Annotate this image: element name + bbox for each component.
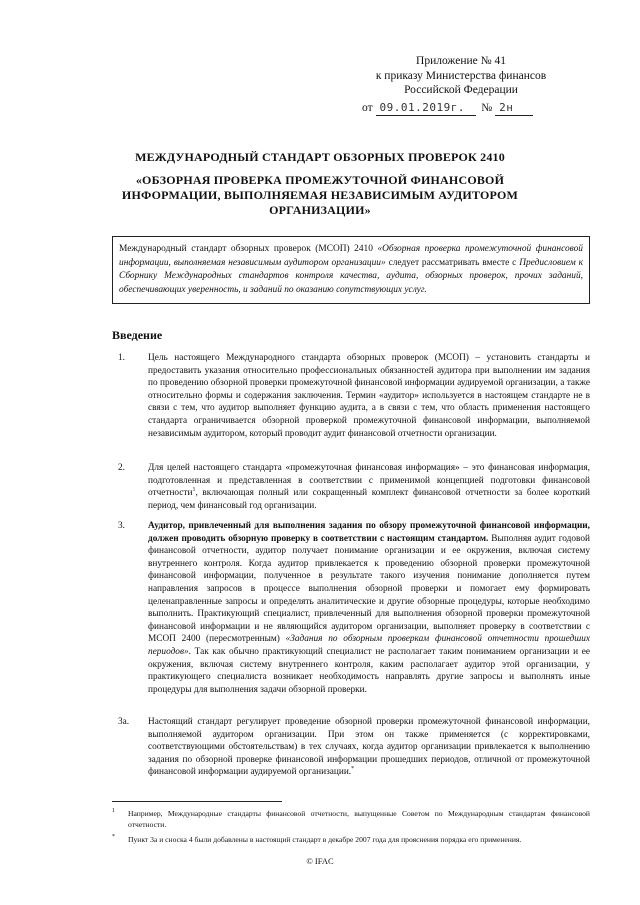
document-title (110, 150, 530, 218)
handwritten-number: 2н (495, 101, 533, 117)
handwritten-date: 09.01.2019г. (376, 101, 476, 117)
footnote-text: Например, Международные стандарты финансовой отчетности, выпущенные Советом по Международным стандартам финансовой отчетности. (128, 809, 590, 829)
from-label: от (362, 101, 373, 114)
box-text-1: Международный стандарт обзорных проверок (МСОП) 2410 (119, 244, 378, 254)
paragraph-text-part: Выполняя аудит годовой финансовой отчетности, аудитор получает понимание организации и ее окружения, включая систему внутреннего контроля. Когда аудитор привлекается к проведению обзорной проверки промежуточной финансовой информации, полученное в результате такого изучения понимание дополняется путем направления запросов в процессе выполнения обзорной проверки и помогает ему формировать целенаправленные запросы и определять аналитические и другие обзорные процедуры, которые необходимо выполнить. Практикующий специалист, привлеченный для выполнения обзорной проверки промежуточной финансовой информации и не являющийся аудитором организации, выполняет проверку в соответствии с МСОП 2400 (пересмотренным) (148, 533, 590, 645)
title-line-name: «ОБЗОРНАЯ ПРОВЕРКА ПРОМЕЖУТОЧНОЙ ФИНАНСОВОЙ ИНФОРМАЦИИ, ВЫПОЛНЯЕМАЯ НЕЗАВИСИМЫМ АУДИТОРОМ ОРГАНИЗАЦИИ» (121, 173, 519, 217)
paragraph-text (148, 520, 590, 696)
footnote-2 (112, 834, 590, 845)
footnote-mark: 1 (112, 808, 115, 814)
paragraph-text-part: . Так как обычно практикующий специалист не располагает таким пониманием организации и ее окружения, включая систему внутреннего контроля, каким располагает аудитор этой организации, у практикующего специалиста возникает необходимость направлять другие запросы и выполнять иные процедуры для выполнения задачи обзорной проверки. (148, 646, 590, 695)
title-line-standard: МЕЖДУНАРОДНЫЙ СТАНДАРТ ОБЗОРНЫХ ПРОВЕРОК 2410 (135, 150, 505, 164)
footnote-divider (112, 801, 282, 802)
paragraph-number: 3. (118, 521, 125, 531)
annex-federation: Российской Федерации (404, 84, 518, 96)
paragraph-text: Цель настоящего Международного стандарта обзорных проверок (МСОП) – установить стандарты и предоставить указания относительно профессиональных обязанностей аудитора при выполнении им задания по проведению обзорной проверки промежуточной финансовой информации аудируемой организации, а также относительно формы и содержания заключения. Термин «аудитор» используется в настоящем стандарте не в связи с тем, что аудитор выполняет функцию аудита, а в связи с тем, что область применения настоящего стандарта ограничивается обзорной проверкой промежуточной финансовой информации, выполняемой независимым аудитором, который проводит аудит финансовой отчетности организации. (148, 353, 590, 439)
order-date-number (346, 101, 576, 117)
footnote-ref-star: * (351, 766, 355, 773)
paragraph-3a (112, 716, 590, 779)
paragraph-text (148, 716, 590, 779)
number-label: № (481, 101, 493, 114)
paragraph-number: 2. (118, 463, 125, 473)
paragraph-3 (112, 520, 590, 696)
paragraph-bold-requirement: Аудитор, привлеченный для выполнения задания по обзору промежуточной финансовой информации, должен проводить обзорную проверку в соответствии с настоящим стандартом. (148, 521, 590, 544)
annex-number: Приложение № 41 (416, 55, 506, 67)
section-heading: Введение (112, 328, 163, 342)
paragraph-italic-ref: «Задания по обзорным проверкам финансовой отчетности прошедших периодов» (148, 634, 590, 657)
paragraph-text-part: Настоящий стандарт регулирует проведение обзорной проверки промежуточной финансовой информации, выполняемой аудитором организации. При этом он также применяется (с корректировками, соответствующими обстоятельствам) в тех случаях, когда аудитор организации привлекается к выполнению задания по обзорной проверке финансовой информации прошедших периодов, отличной от промежуточной финансовой информации аудируемой организации. (148, 717, 590, 778)
paragraph-1 (112, 352, 590, 440)
paragraph-text-part: Для целей настоящего стандарта «промежуточная финансовая информация» – это финансовая информация, подготовленная и представленная в соответствии с применимой концепцией подготовки финансовой отчетности (148, 463, 590, 499)
annex-header (346, 54, 576, 116)
box-text-2: «Обзорная проверка промежуточной финансовой информации, выполняемая независимым аудитором организации» (119, 244, 583, 268)
box-text-3: следует рассматривать вместе с (385, 257, 520, 268)
annex-order-ref: к приказу Министерства финансов (375, 69, 547, 82)
paragraph-text (148, 462, 590, 512)
paragraph-2 (112, 462, 590, 512)
footnote-text: Пункт 3а и сноска 4 были добавлены в настоящий стандарт в декабре 2007 года для прояснения порядка его применения. (128, 835, 522, 844)
box-text-4: Предисловием к Сборнику Международных стандартов контроля качества, аудита, обзорных проверок, прочих заданий, обеспечивающих уверенность, и заданий по оказанию сопутствующих услуг. (119, 257, 584, 295)
footnote-mark: * (112, 834, 115, 840)
preface-box (112, 236, 590, 304)
page-footer: © IFAC (306, 856, 334, 866)
footnote-1 (112, 808, 590, 830)
footnote-ref-1: 1 (192, 487, 196, 494)
paragraph-number: 3а. (118, 717, 130, 727)
paragraph-number: 1. (118, 353, 125, 363)
paragraph-text-part: , включающая полный или сокращенный комплект финансовой отчетности за более короткий период, чем финансовый год организации. (148, 488, 590, 511)
